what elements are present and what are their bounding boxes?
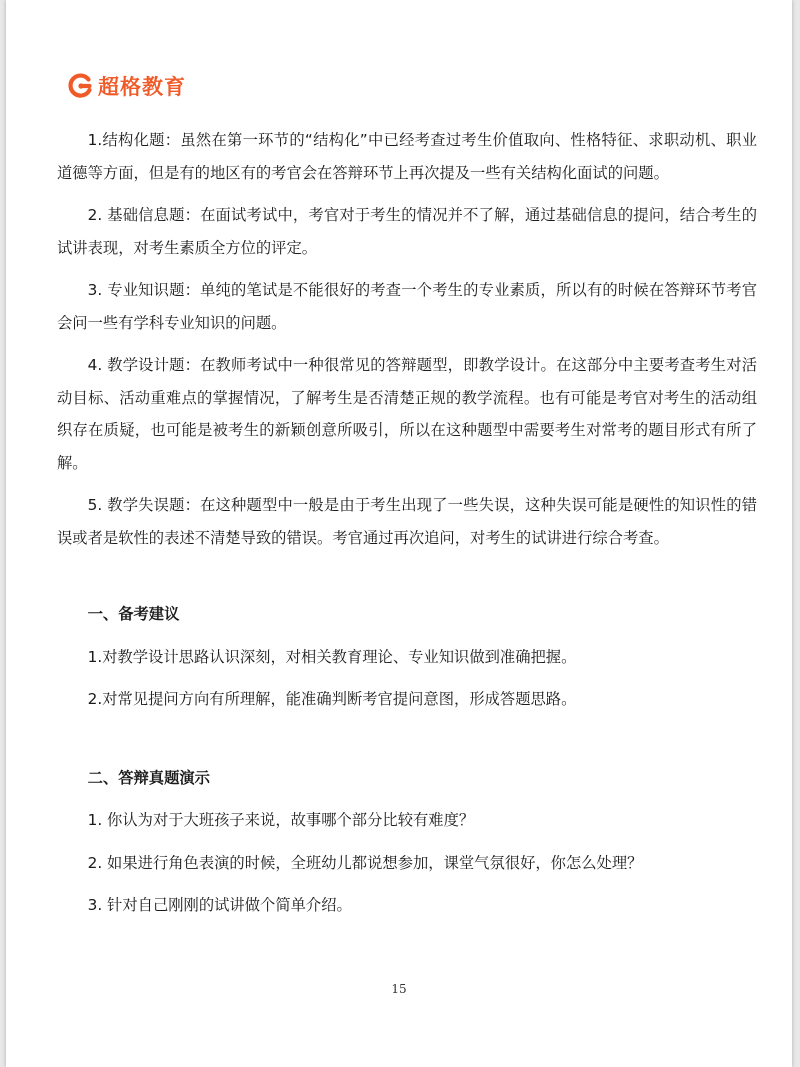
paragraph-teaching-design-question: 4. 教学设计题：在教师考试中一种很常见的答辩题型，即教学设计。在这部分中主要考查考生对活动目标、活动重难点的掌握情况，了解考生是否清楚正规的教学流程。也有可能是考官对考生的活动组织存在质疑，也可能是被考生的新颖创意所吸引，所以在这种题型中需要考生对常考的题目形式有所了解。 [57,356,757,472]
paragraph-structured-question: 1.结构化题：虽然在第一环节的“结构化”中已经考查过考生价值取向、性格特征、求职动机、职业道德等方面，但是有的地区有的考官会在答辩环节上再次提及一些有关结构化面试的问题。 [57,131,757,182]
page-number: 15 [391,982,407,996]
list-item: 1. 你认为对于大班孩子来说，故事哪个部分比较有难度？ [87,811,475,829]
paragraph-basic-info-question: 2. 基础信息题：在面试考试中，考官对于考生的情况并不了解，通过基础信息的提问，结合考生的试讲表现，对考生素质全方位的评定。 [57,206,757,257]
list-item: 2. 如果进行角色表演的时候，全班幼儿都说想参加，课堂气氛很好，你怎么处理？ [87,853,643,872]
paragraph-professional-knowledge-question: 3. 专业知识题：单纯的笔试是不能很好的考查一个考生的专业素质，所以有的时候在答辩环节考官会问一些有学科专业知识的问题。 [57,281,757,332]
list-item: 1.对教学设计思路认识深刻，对相关教育理论、专业知识做到准确把握。 [87,647,577,666]
paragraph-teaching-mistake-question: 5. 教学失误题：在这种题型中一般是由于考生出现了一些失误，这种失误可能是硬性的知识性的错误或者是软性的表述不清楚导致的错误。考官通过再次追问，对考生的试讲进行综合考查。 [57,496,757,547]
brand-logo-icon [68,73,94,99]
brand-logo [68,70,186,102]
brand-name: 超格教育 [98,75,186,99]
section-heading-sample-questions: 二、答辩真题演示 [87,768,210,787]
document-page [6,0,792,1067]
section-heading-preparation: 一、备考建议 [87,605,180,623]
list-item: 2.对常见提问方向有所理解，能准确判断考官提问意图，形成答题思路。 [87,690,577,708]
list-item: 3. 针对自己刚刚的试讲做个简单介绍。 [87,896,352,914]
document-body [57,124,757,932]
